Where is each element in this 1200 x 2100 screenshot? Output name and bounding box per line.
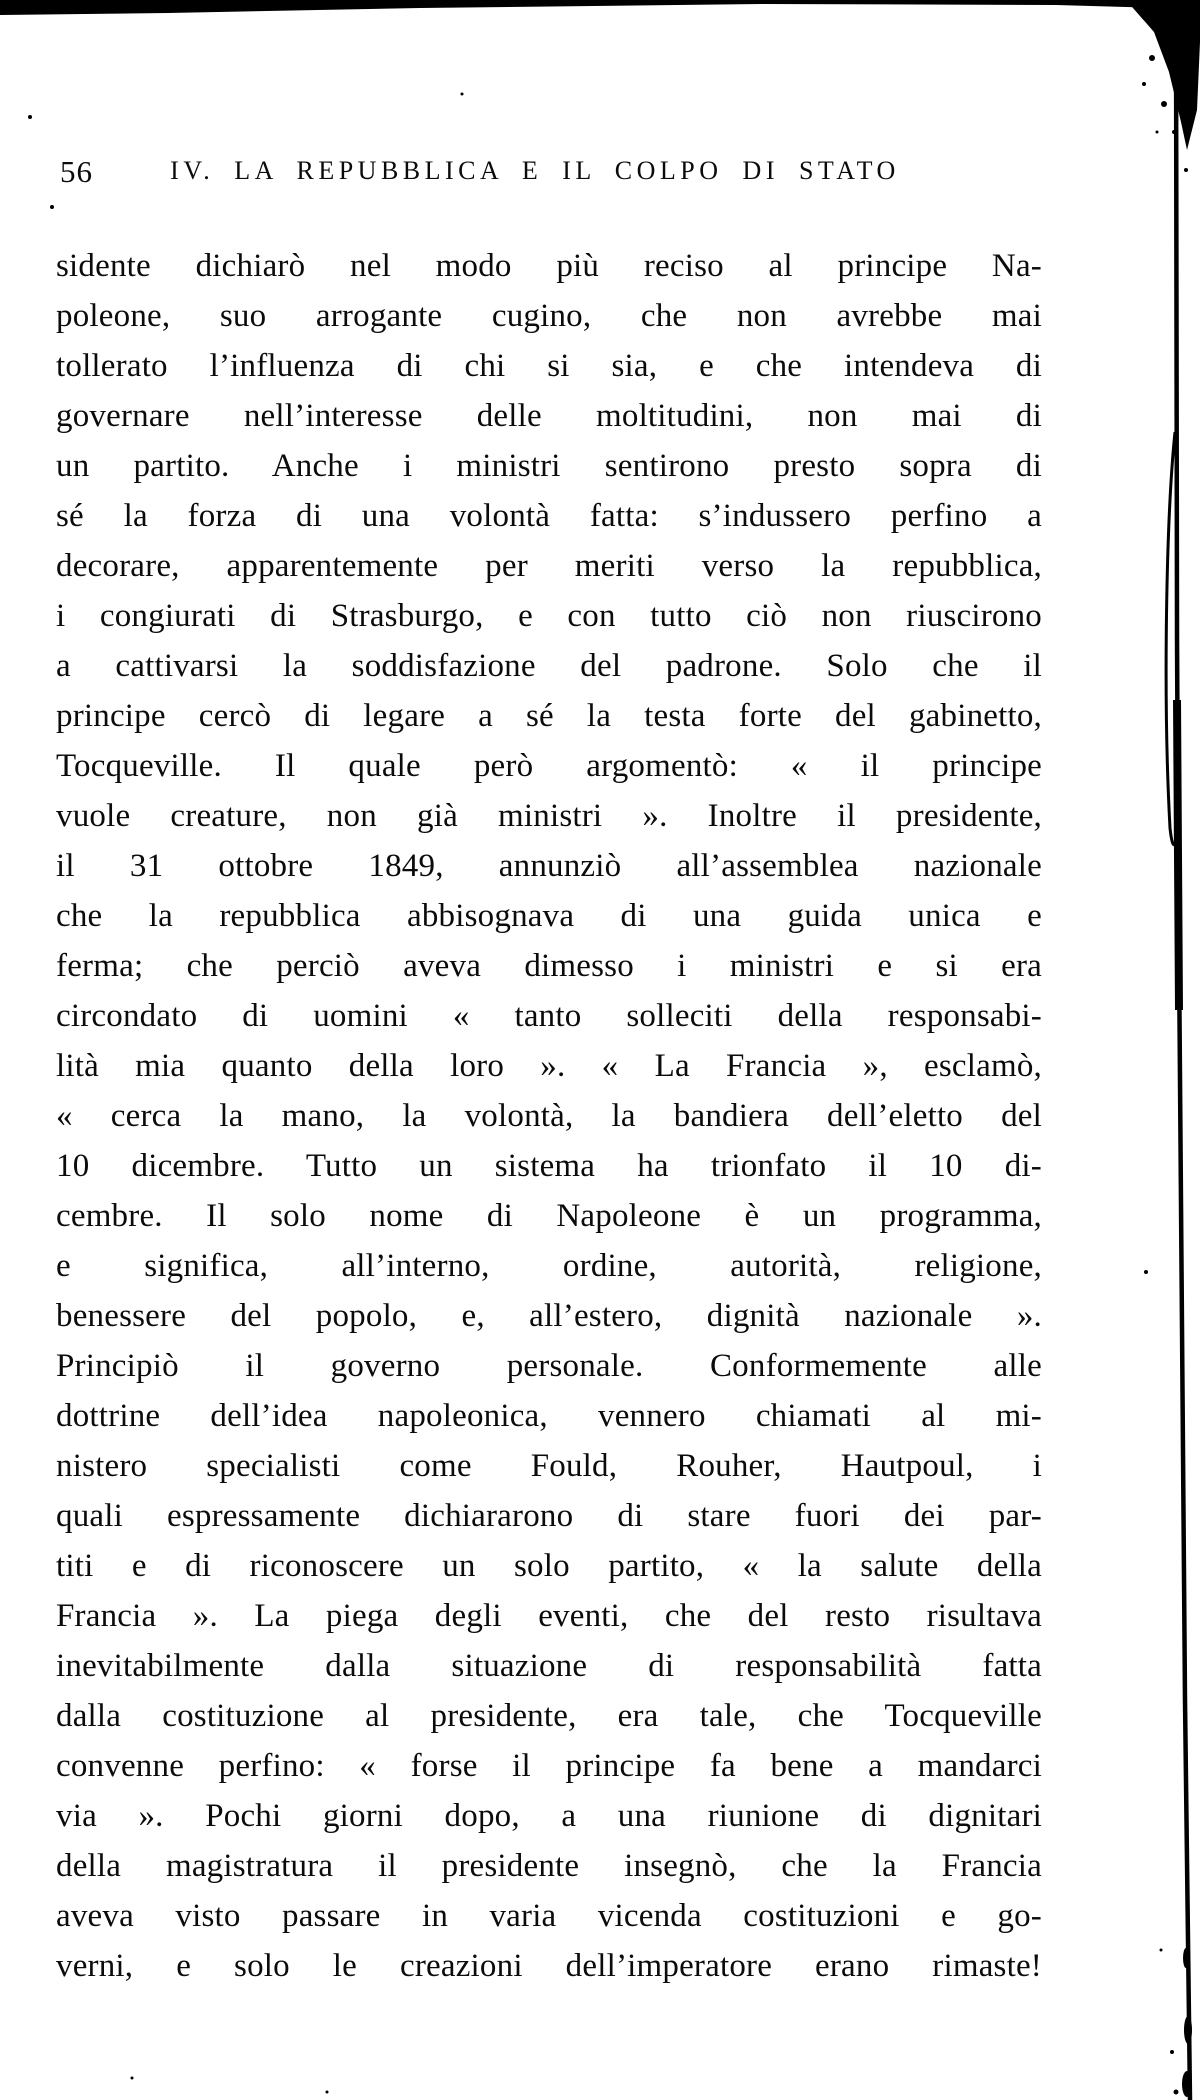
text-line: poleone, suo arrogante cugino, che non avrebbe mai <box>56 298 1042 334</box>
scan-speck <box>1183 1948 1189 1968</box>
scan-speck <box>1172 130 1176 134</box>
text-line: quali espressamente dichiararono di stare fuori dei par- <box>56 1498 1042 1534</box>
text-line: sidente dichiarò nel modo più reciso al principe Na- <box>56 248 1042 284</box>
scan-artifact-right-line-thick <box>1177 700 1179 1010</box>
text-line: a cattivarsi la soddisfazione del padrone. Solo che il <box>56 648 1042 684</box>
text-line: dottrine dell’idea napoleonica, vennero chiamati al mi- <box>56 1398 1042 1434</box>
text-line: tollerato l’influenza di chi si sia, e che intendeva di <box>56 348 1042 384</box>
scan-speck <box>1184 2016 1192 2044</box>
scan-speck <box>1149 55 1155 61</box>
text-line: nistero specialisti come Fould, Rouher, Hautpoul, i <box>56 1448 1042 1484</box>
body-text-column <box>56 241 1042 1991</box>
scan-speck <box>461 93 464 96</box>
text-line: verni, e solo le creazioni dell’imperatore erano rimaste! <box>56 1948 1042 1984</box>
text-line: inevitabilmente dalla situazione di responsabilità fatta <box>56 1648 1042 1684</box>
text-line: lità mia quanto della loro ». « La Francia », esclamò, <box>56 1048 1042 1084</box>
text-line: decorare, apparentemente per meriti verso la repubblica, <box>56 548 1042 584</box>
scan-artifact-right-line-double <box>1166 432 1177 845</box>
scan-speck <box>50 205 54 209</box>
text-line: e significa, all’interno, ordine, autorità, religione, <box>56 1248 1042 1284</box>
text-line: dalla costituzione al presidente, era tale, che Tocqueville <box>56 1698 1042 1734</box>
text-line: un partito. Anche i ministri sentirono presto sopra di <box>56 448 1042 484</box>
scan-speck <box>131 2077 134 2080</box>
text-line: via ». Pochi giorni dopo, a una riunione di dignitari <box>56 1798 1042 1834</box>
text-line: che la repubblica abbisognava di una guida unica e <box>56 898 1042 934</box>
text-line: Tocqueville. Il quale però argomentò: « il principe <box>56 748 1042 784</box>
text-line: i congiurati di Strasburgo, e con tutto ciò non riuscirono <box>56 598 1042 634</box>
scan-speck <box>1174 2090 1179 2095</box>
scan-artifact-right-line <box>1176 8 1190 2100</box>
scan-speck <box>28 115 32 119</box>
scan-speck <box>1142 82 1146 86</box>
scan-speck <box>1182 2071 1192 2097</box>
text-line: cembre. Il solo nome di Napoleone è un programma, <box>56 1198 1042 1234</box>
running-header <box>0 152 1200 192</box>
text-line: 10 dicembre. Tutto un sistema ha trionfato il 10 di- <box>56 1148 1042 1184</box>
text-line: Francia ». La piega degli eventi, che del resto risultava <box>56 1598 1042 1634</box>
scan-artifact-top-edge <box>0 0 1200 15</box>
text-line: circondato di uomini « tanto solleciti della responsabi- <box>56 998 1042 1034</box>
text-line: il 31 ottobre 1849, annunziò all’assemblea nazionale <box>56 848 1042 884</box>
text-line: benessere del popolo, e, all’estero, dignità nazionale ». <box>56 1298 1042 1334</box>
chapter-header: IV. LA REPUBBLICA E IL COLPO DI STATO <box>170 156 900 185</box>
scan-speck <box>1170 2050 1174 2054</box>
scan-speck <box>1161 101 1167 107</box>
text-line: principe cercò di legare a sé la testa forte del gabinetto, <box>56 698 1042 734</box>
scan-speck <box>326 2091 329 2094</box>
text-line: governare nell’interesse delle moltitudini, non mai di <box>56 398 1042 434</box>
text-line: ferma; che perciò aveva dimesso i ministri e si era <box>56 948 1042 984</box>
text-line: sé la forza di una volontà fatta: s’indussero perfino a <box>56 498 1042 534</box>
text-line: « cerca la mano, la volontà, la bandiera dell’eletto del <box>56 1098 1042 1134</box>
page-number: 56 <box>60 154 93 189</box>
scan-speck <box>1144 1270 1148 1274</box>
text-line: vuole creature, non già ministri ». Inoltre il presidente, <box>56 798 1042 834</box>
text-line: Principiò il governo personale. Conformemente alle <box>56 1348 1042 1384</box>
scan-speck <box>1156 131 1159 134</box>
scan-artifact-corner-blob <box>1126 0 1200 150</box>
text-line: convenne perfino: « forse il principe fa bene a mandarci <box>56 1748 1042 1784</box>
text-line: aveva visto passare in varia vicenda costituzioni e go- <box>56 1898 1042 1934</box>
text-line: della magistratura il presidente insegnò, che la Francia <box>56 1848 1042 1884</box>
scan-speck <box>1160 1949 1163 1952</box>
text-line: titi e di riconoscere un solo partito, « la salute della <box>56 1548 1042 1584</box>
